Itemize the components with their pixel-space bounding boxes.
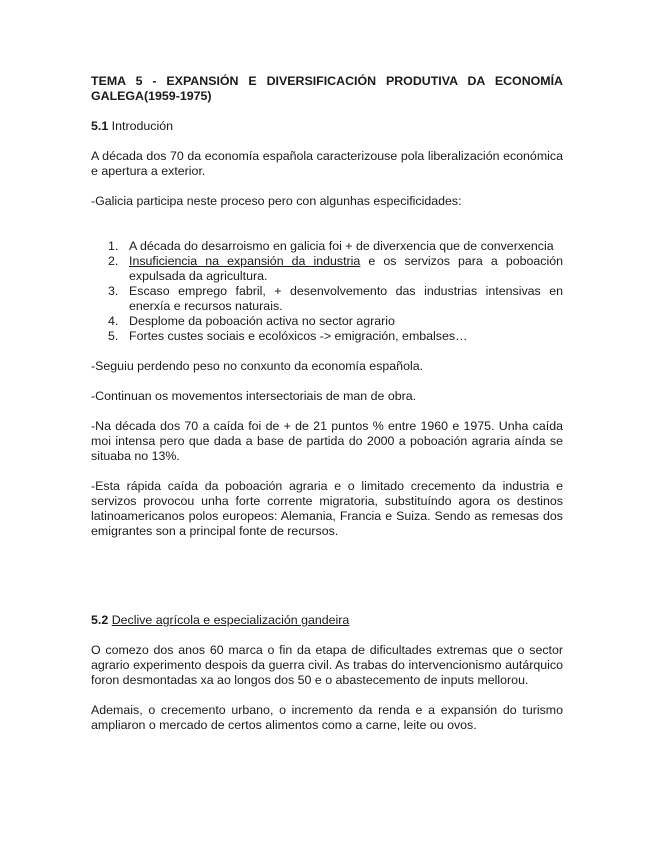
list-item-text: e os servizos para a poboación expulsada da agricultura. (129, 254, 564, 283)
section-2-heading (91, 613, 563, 628)
list-item-text: Fortes custes sociais e ecolóxicos -> emigración, embalses… (129, 329, 468, 343)
list-item-text: Desplome da poboación activa no sector agrario (129, 314, 395, 328)
list-item-text: A década do desarroismo en galicia foi + de diverxencia que de converxencia (129, 239, 554, 253)
list-item-underlined-text: Insuficiencia na expansión da industria (129, 254, 361, 268)
section-1-paragraph-1: A década dos 70 da economía española caracterizouse pola liberalización económica e apertura a exterior. (91, 149, 563, 178)
section-2-paragraph-1: O comezo dos anos 60 marca o fin da etapa de dificultades extremas que o sector agrario experimento despois da guerra civil. As trabas do intervencionismo autárquico foron desmontadas xa ao longos dos 50 e o abastecemento de inputs mellorou. (91, 643, 563, 687)
list-item-text: Escaso emprego fabril, + desenvolvemento das industrias intensivas en enerxía e recursos naturais. (129, 284, 563, 313)
list-item (108, 329, 563, 344)
list-item-number: 4. (108, 314, 119, 328)
section-1-heading (91, 119, 563, 134)
section-2-paragraph-2: Ademais, o crecemento urbano, o incremento da renda e a expansión do turismo ampliaron o mercado de certos alimentos como a carne, leite ou ovos. (91, 703, 563, 732)
section-1-paragraph-4: -Continuan os movementos intersectoriais de man de obra. (91, 389, 417, 403)
section-2-number: 5.2 (91, 613, 109, 627)
list-item (108, 254, 564, 284)
list-item-number: 3. (108, 284, 119, 298)
list-item-number: 5. (108, 329, 119, 343)
section-1-paragraph-5: -Na década dos 70 a caída foi de + de 21 puntos % entre 1960 e 1975. Unha caída moi intensa pero que dada a base de partida do 2000 a poboación agraria aínda se situaba no 13%. (91, 419, 563, 463)
list-item-number: 2. (108, 254, 119, 268)
blank-space (91, 554, 563, 613)
list-item (108, 284, 563, 314)
list-item-number: 1. (108, 239, 119, 253)
specificities-list (91, 239, 563, 344)
document-page (91, 74, 563, 748)
section-1-paragraph-2: -Galicia participa neste proceso pero con algunhas especificidades: (91, 194, 462, 208)
section-2-title: Declive agrícola e especialización gandeira (111, 613, 350, 627)
section-1-paragraph-3: -Seguiu perdendo peso no conxunto da economía española. (91, 359, 424, 373)
list-item (108, 239, 563, 254)
section-1-number: 5.1 (91, 119, 109, 133)
document-title: TEMA 5 - EXPANSIÓN E DIVERSIFICACIÓN PRODUTIVA DA ECONOMÍA GALEGA(1959-1975) (91, 74, 563, 103)
section-1-title: Introdución (108, 119, 173, 133)
section-1-paragraph-6: -Esta rápida caída da poboación agraria e o limitado crecemento da industria e servizos provocou unha forte corrente migratoria, substituíndo agora os destinos latinoamericanos polos europeos: Alemania, Francia e Suiza. Sendo as remesas dos emigrantes son a principal fonte de recursos. (91, 479, 563, 538)
list-item (108, 314, 563, 329)
